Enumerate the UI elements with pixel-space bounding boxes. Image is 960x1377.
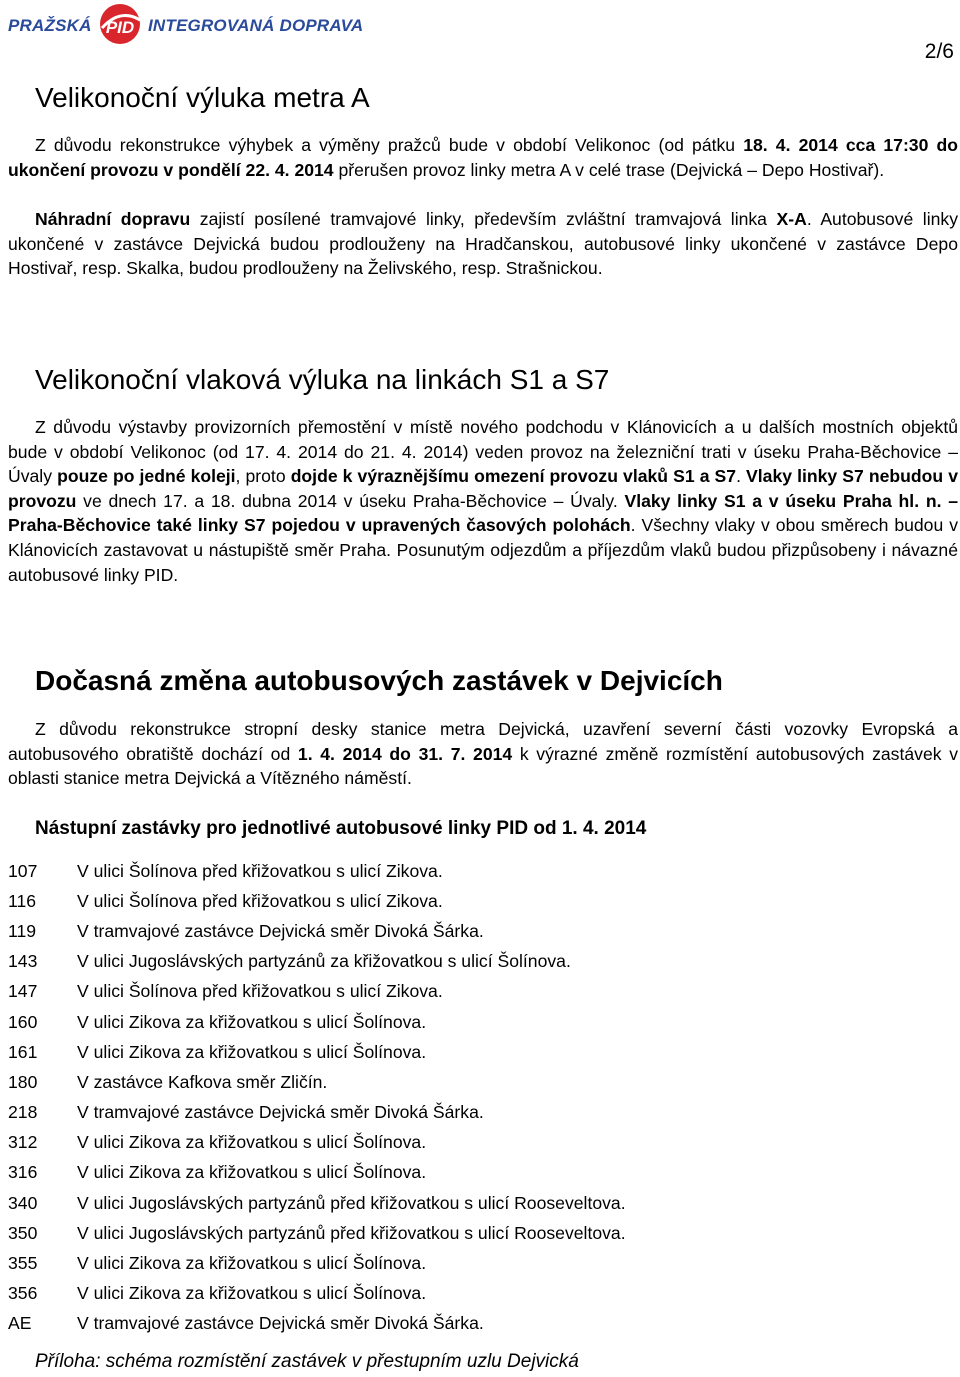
stop-location: V ulici Šolínova před křižovatkou s ulicí Zikova. (77, 981, 443, 1002)
bus-line-number: 180 (8, 1071, 38, 1092)
stop-row (8, 1188, 958, 1218)
stop-location: V ulici Jugoslávských partyzánů před křižovatkou s ulicí Rooseveltova. (77, 1222, 626, 1243)
paragraph-replacement-transport: Náhradní dopravu zajistí posílené tramvajové linky, především zvláštní tramvajová linka X-A. Autobusové linky ukončené v zastávce Dejvická budou prodlouženy na Hradčanskou, autobusové linky ukončené v zastávce Depo Hostivař, resp. Skalka, budou prodlouženy na Želivského, resp. Strašnickou. (8, 209, 958, 279)
header (8, 2, 428, 46)
bus-line-number: AE (8, 1313, 32, 1334)
stop-row (8, 1007, 958, 1037)
bus-line-number: 340 (8, 1192, 38, 1213)
page-number: 2/6 (924, 40, 954, 63)
stop-row (8, 1067, 958, 1097)
stop-row (8, 1098, 958, 1128)
subheading-stop-list: Nástupní zastávky pro jednotlivé autobusové linky PID od 1. 4. 2014 (35, 818, 647, 839)
stop-location: V tramvajové zastávce Dejvická směr Divoká Šárka. (77, 920, 484, 941)
bus-line-number: 160 (8, 1011, 38, 1032)
stop-location: V tramvajové zastávce Dejvická směr Divoká Šárka. (77, 1102, 484, 1123)
closure-period: 18. 4. 2014 cca 17:30 do ukončení provozu v pondělí 22. 4. 2014 (8, 135, 959, 180)
section-title-bus-stops: Dočasná změna autobusových zastávek v Dejvicích (35, 665, 723, 696)
stop-location: V ulici Šolínova před křižovatkou s ulicí Zikova. (77, 890, 443, 911)
brand-prazska: PRAŽSKÁ (8, 16, 92, 35)
attachment-note: Příloha: schéma rozmístění zastávek v přestupním uzlu Dejvická (35, 1351, 579, 1372)
bus-line-number: 355 (8, 1253, 38, 1274)
stop-row (8, 1279, 958, 1309)
section-title-metro: Velikonoční výluka metra A (35, 82, 370, 113)
stop-location: V ulici Šolínova před křižovatkou s ulicí Zikova. (77, 860, 443, 881)
stop-location: V ulici Zikova za křižovatkou s ulicí Šolínova. (77, 1253, 427, 1274)
stop-row (8, 1218, 958, 1248)
stop-location: V ulici Zikova za křižovatkou s ulicí Šolínova. (77, 1041, 427, 1062)
bus-line-number: 116 (8, 890, 37, 911)
bus-line-number: 119 (8, 920, 37, 941)
bus-line-number: 316 (8, 1162, 38, 1183)
stop-row (8, 1309, 958, 1339)
stop-location: V ulici Zikova za křižovatkou s ulicí Šolínova. (77, 1011, 427, 1032)
pid-logo-icon (92, 2, 148, 46)
bus-line-number: 356 (8, 1283, 38, 1304)
stop-location: V ulici Zikova za křižovatkou s ulicí Šolínova. (77, 1162, 427, 1183)
stop-row (8, 977, 958, 1007)
paragraph-bus-stop-change: Z důvodu rekonstrukce stropní desky stanice metra Dejvická, uzavření severní části vozovky Evropská a autobusového obratiště dochází od 1. 4. 2014 do 31. 7. 2014 k výrazné změně rozmístění autobusových zastávek v oblasti stanice metra Dejvická a Vítězného náměstí. (8, 719, 958, 789)
stop-location: V ulici Jugoslávských partyzánů za křižovatkou s ulicí Šolínova. (77, 951, 571, 972)
stop-row (8, 886, 958, 916)
stop-location: V ulici Zikova za křižovatkou s ulicí Šolínova. (77, 1132, 427, 1153)
bus-line-number: 147 (8, 981, 38, 1002)
stop-location: V ulici Jugoslávských partyzánů před křižovatkou s ulicí Rooseveltova. (77, 1192, 626, 1213)
bus-line-number: 312 (8, 1132, 38, 1153)
bus-line-number: 350 (8, 1222, 38, 1243)
stop-row (8, 1248, 958, 1278)
paragraph-train-closure: Z důvodu výstavby provizorních přemostění v místě nového podchodu v Klánovicích a u dalších mostních objektů bude v období Velikonoc (od 17. 4. 2014 do 21. 4. 2014) veden provoz na železniční trati v úseku Praha-Běchovice – Úvaly pouze po jedné koleji, proto dojde k výraznějšímu omezení provozu vlaků S1 a S7. Vlaky linky S7 nebudou v provozu ve dnech 17. a 18. dubna 2014 v úseku Praha-Běchovice – Úvaly. Vlaky linky S1 a v úseku Praha hl. n. – Praha-Běchovice také linky S7 pojedou v upravených časových polohách. Všechny vlaky v obou směrech budou v Klánovicích zastavovat u nástupiště směr Praha. Posunutým odjezdům a příjezdům vlaků budou přizpůsobeny i návazné autobusové linky PID. (8, 417, 959, 585)
bus-line-number: 218 (8, 1102, 38, 1123)
logo-text: PID (105, 18, 135, 37)
stop-row (8, 947, 958, 977)
stop-row (8, 1158, 958, 1188)
bus-line-number: 107 (8, 860, 38, 881)
stop-location: V zastávce Kafkova směr Zličín. (77, 1071, 328, 1092)
stop-list (8, 856, 958, 1339)
paragraph-metro-closure: Z důvodu rekonstrukce výhybek a výměny pražců bude v období Velikonoc (od pátku 18. 4. 2014 cca 17:30 do ukončení provozu v pondělí 22. 4. 2014 přerušen provoz linky metra A v celé trase (Dejvická – Depo Hostivař). (8, 135, 959, 180)
stop-row (8, 916, 958, 946)
stop-row (8, 1037, 958, 1067)
stop-row (8, 856, 958, 886)
bus-line-number: 161 (8, 1041, 38, 1062)
bus-line-number: 143 (8, 951, 38, 972)
stop-location: V tramvajové zastávce Dejvická směr Divoká Šárka. (77, 1313, 484, 1334)
section-title-train: Velikonoční vlaková výluka na linkách S1 a S7 (35, 364, 610, 395)
stop-location: V ulici Zikova za křižovatkou s ulicí Šolínova. (77, 1283, 427, 1304)
brand-integrovana-doprava: INTEGROVANÁ DOPRAVA (148, 16, 364, 35)
stop-row (8, 1128, 958, 1158)
